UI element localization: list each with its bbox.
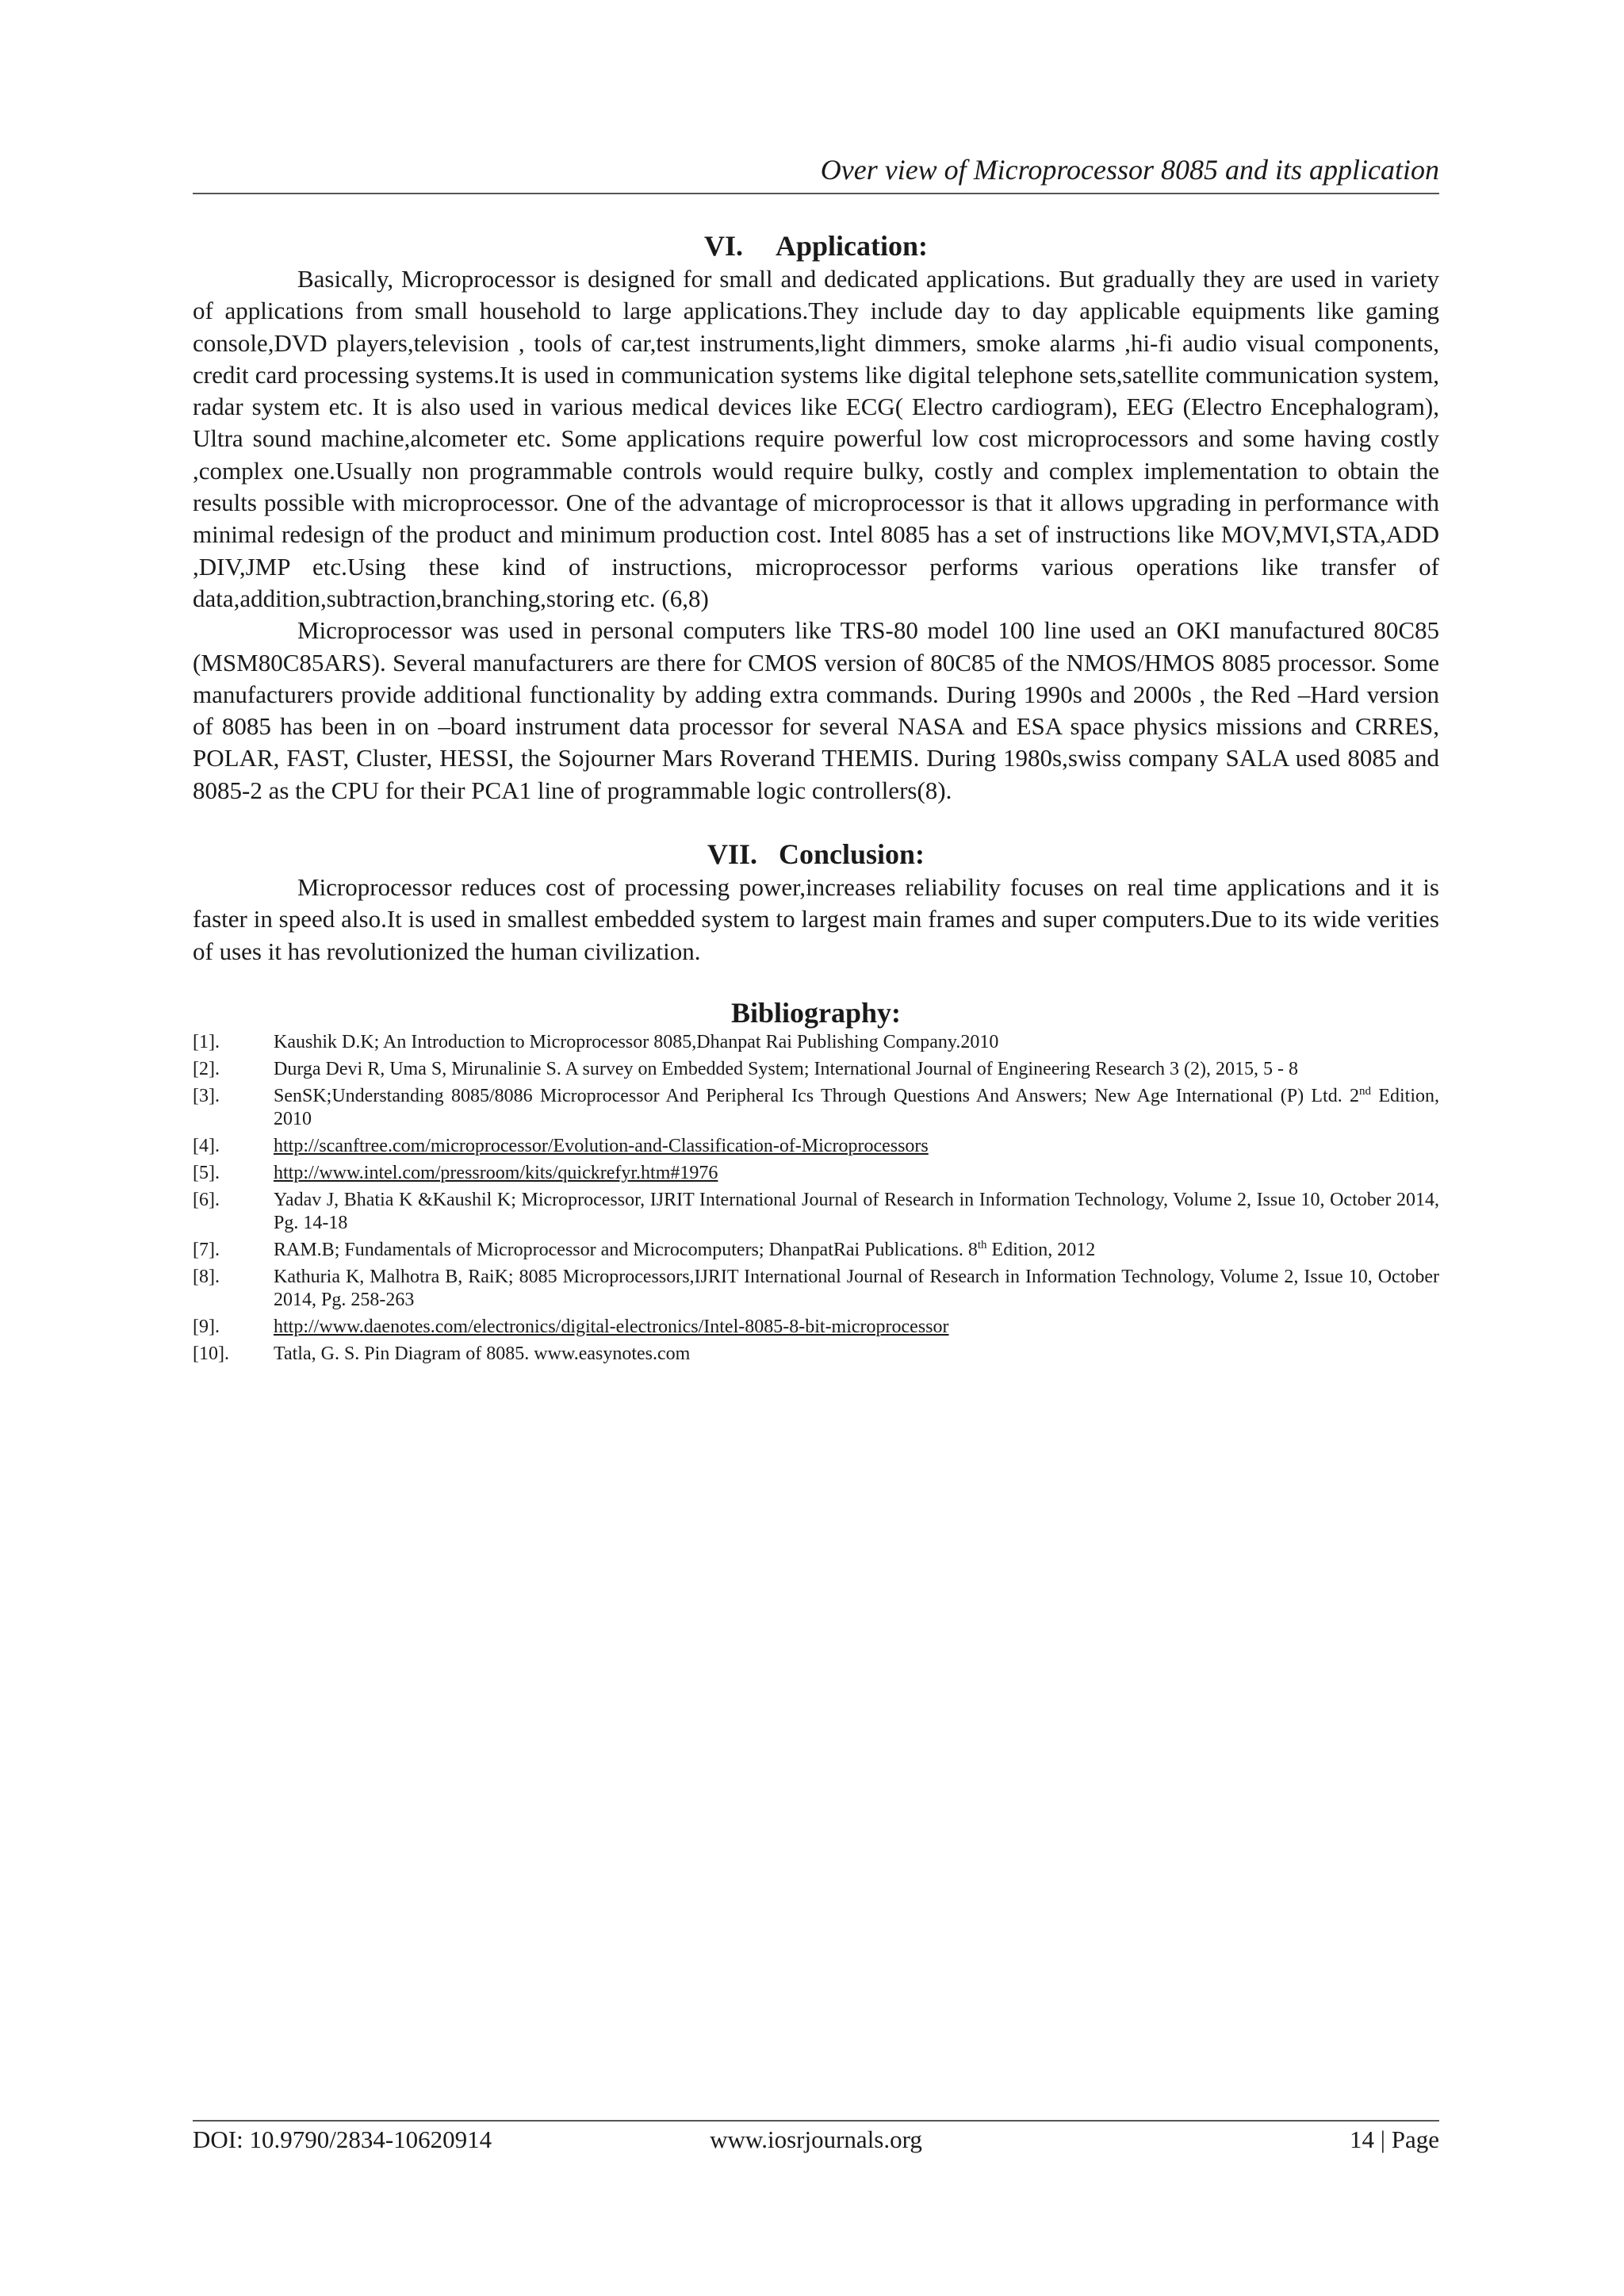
section-number: VI. (703, 230, 743, 262)
reference-link[interactable]: http://www.intel.com/pressroom/kits/quickrefyr.htm#1976 (274, 1162, 718, 1183)
reference-number: [5]. (193, 1162, 220, 1183)
section-title: Application: (775, 230, 929, 262)
footer-doi: DOI: 10.9790/2834-10620914 (193, 2125, 492, 2153)
main-content (193, 228, 1439, 1370)
bibliography-item (193, 1266, 1439, 1312)
reference-number: [1]. (193, 1031, 220, 1052)
reference-number: [2]. (193, 1058, 220, 1079)
spacer (193, 968, 1439, 996)
reference-number: [3]. (193, 1085, 220, 1106)
section-title: Conclusion: (778, 838, 925, 871)
application-paragraph-2: Microprocessor was used in personal computers like TRS-80 model 100 line used an OKI manufactured 80C85 (MSM80C85ARS). Several manufacturers are there for CMOS version of 80C85 of the NMOS/HMOS 8085 processor. Some manufacturers provide additional functionality by adding extra commands. During 1990s and 2000s , the Red –Hard version of 8085 has been in on –board instrument data processor for several NASA and ESA space physics missions and CRRES, POLAR, FAST, Cluster, HESSI, the Sojourner Mars Roverand THEMIS. During 1980s,swiss company SALA used 8085 and 8085-2 as the CPU for their PCA1 line of programmable logic controllers(8). (193, 616, 1439, 804)
reference-text: Yadav J, Bhatia K &Kaushil K; Microprocessor, IJRIT International Journal of Research in Information Technology, Volume 2, Issue 10, October 2014, Pg. 14-18 (274, 1189, 1439, 1233)
ordinal-superscript: th (977, 1238, 987, 1251)
reference-text: SenSK;Understanding 8085/8086 Microprocessor And Peripheral Ics Through Questions And Answers; New Age International (P) Ltd. 2 (274, 1085, 1360, 1106)
spacer (193, 807, 1439, 837)
bibliography-item (193, 1162, 1439, 1185)
bibliography-item (193, 1135, 1439, 1158)
bibliography-list (193, 1031, 1439, 1366)
section-heading-conclusion (193, 837, 1439, 872)
section-heading-application (193, 228, 1439, 263)
bibliography-item (193, 1085, 1439, 1131)
bibliography-item (193, 1316, 1439, 1339)
reference-text: RAM.B; Fundamentals of Microprocessor and Microcomputers; DhanpatRai Publications. 8 (274, 1239, 978, 1260)
reference-link[interactable]: http://www.daenotes.com/electronics/digital-electronics/Intel-8085-8-bit-microprocessor (274, 1316, 949, 1337)
footer-page-number: 14 | Page (1350, 2125, 1439, 2153)
footer-rule (193, 2120, 1439, 2122)
conclusion-paragraph: Microprocessor reduces cost of processing power,increases reliability focuses on real time applications and it is faster in speed also.It is used in smallest embedded system to largest main frames and super computers.Due to its wide verities of uses it has revolutionized the human civilization. (193, 873, 1439, 965)
application-paragraph-1: Basically, Microprocessor is designed for small and dedicated applications. But gradually they are used in variety of applications from small household to large applications.They include day to day applicable equipments like gaming console,DVD players,television , tools of car,test instruments,light dimmers, smoke alarms ,hi-fi audio visual components, credit card processing systems.It is used in communication systems like digital telephone sets,satellite communication system, radar system etc. It is also used in various medical devices like ECG( Electro cardiogram), EEG (Electro Encephalogram), Ultra sound machine,alcometer etc. Some applications require powerful low cost microprocessors and some having costly ,complex one.Usually non programmable controls would require bulky, costly and complex implementation to obtain the results possible with microprocessor. One of the advantage of microprocessor is that it allows upgrading in performance with minimal redesign of the product and minimum production cost. Intel 8085 has a set of instructions like MOV,MVI,STA,ADD ,DIV,JMP etc.Using these kind of instructions, microprocessor performs various operations like transfer of data,addition,subtraction,branching,storing etc. (6,8) (193, 265, 1439, 612)
reference-link[interactable]: http://scanftree.com/microprocessor/Evolution-and-Classification-of-Microprocessors (274, 1135, 929, 1156)
reference-number: [4]. (193, 1135, 220, 1156)
reference-number: [7]. (193, 1239, 220, 1260)
bibliography-item (193, 1343, 1439, 1366)
reference-text: Kaushik D.K; An Introduction to Microprocessor 8085,Dhanpat Rai Publishing Company.2010 (274, 1031, 999, 1052)
section-number: VII. (707, 838, 757, 871)
reference-text: Tatla, G. S. Pin Diagram of 8085. www.easynotes.com (274, 1343, 691, 1364)
reference-number: [9]. (193, 1316, 220, 1337)
reference-text: Durga Devi R, Uma S, Mirunalinie S. A survey on Embedded System; International Journal of Engineering Research 3 (2), 2015, 5 - 8 (274, 1058, 1298, 1079)
bibliography-item (193, 1239, 1439, 1262)
reference-text-continued: Edition, 2012 (986, 1239, 1096, 1260)
footer-website: www.iosrjournals.org (710, 2125, 922, 2153)
ordinal-superscript: nd (1359, 1084, 1372, 1098)
reference-text: Kathuria K, Malhotra B, RaiK; 8085 Microprocessors,IJRIT International Journal of Research in Information Technology, Volume 2, Issue 10, October 2014, Pg. 258-263 (274, 1266, 1439, 1310)
reference-number: [8]. (193, 1266, 220, 1287)
reference-number: [10]. (193, 1343, 229, 1364)
reference-text-continued: Edition, 2010 (274, 1085, 1439, 1129)
bibliography-item (193, 1031, 1439, 1054)
header-rule (193, 193, 1439, 194)
reference-number: [6]. (193, 1189, 220, 1210)
bibliography-item (193, 1189, 1439, 1235)
running-header: Over view of Microprocessor 8085 and its application (820, 154, 1439, 186)
bibliography-item (193, 1058, 1439, 1081)
bibliography-heading: Bibliography: (730, 996, 902, 1029)
